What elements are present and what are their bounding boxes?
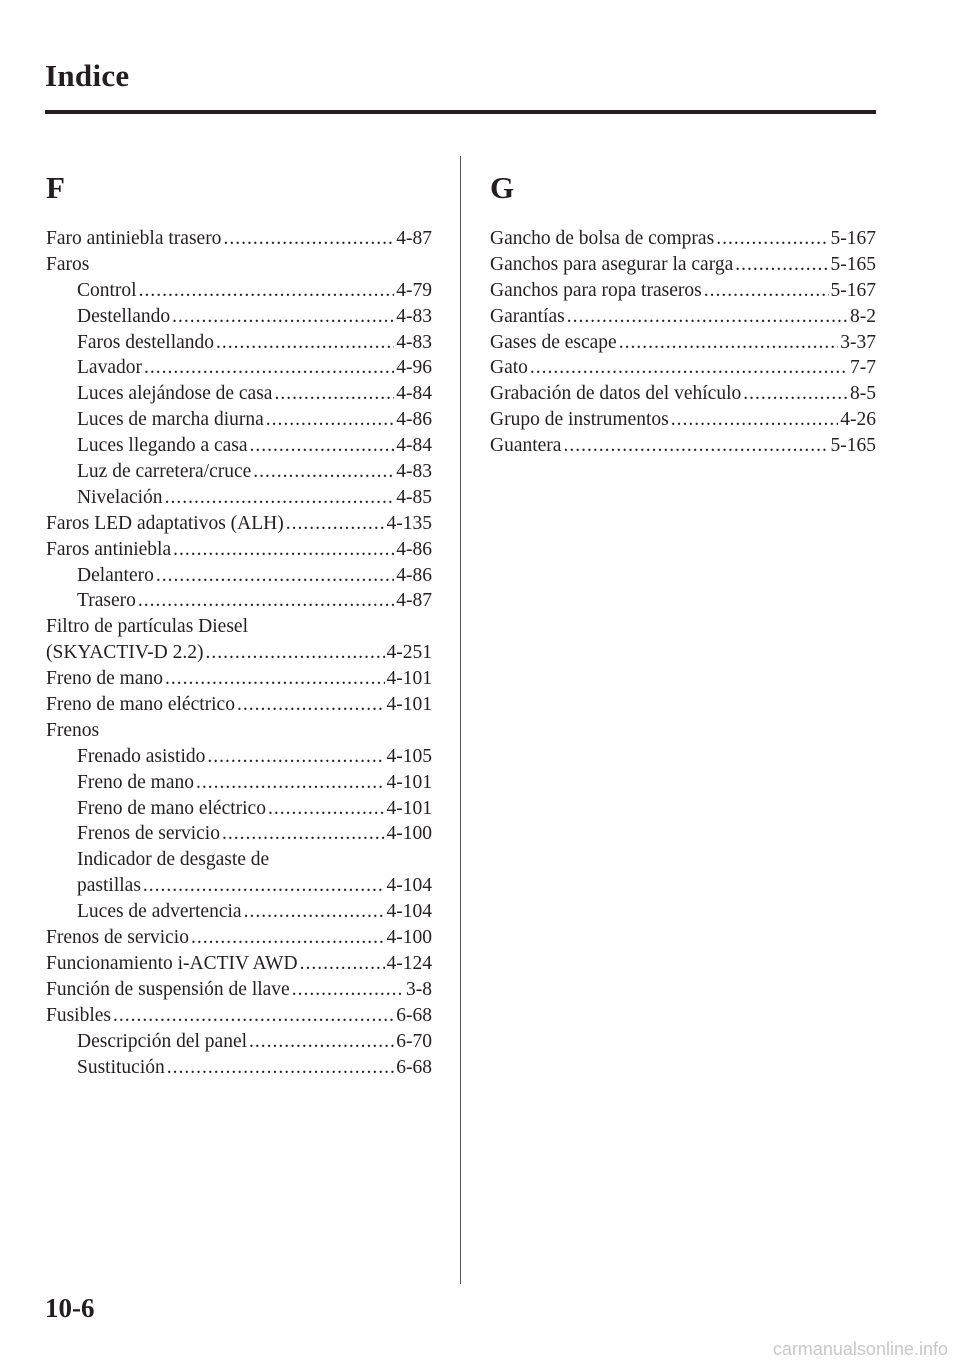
dot-leader — [113, 1003, 394, 1029]
column-divider — [460, 156, 461, 1284]
index-entry — [46, 666, 432, 692]
entry-term: Sustitución — [77, 1056, 165, 1078]
entry-page-ref: 4-84 — [396, 435, 432, 457]
entry-page-ref: 4-100 — [386, 927, 432, 949]
watermark: carmanualsonline.info — [772, 1339, 948, 1359]
dot-leader — [207, 744, 384, 770]
header-divider — [45, 110, 876, 114]
entry-term: Faros — [46, 253, 90, 275]
index-subentry — [46, 433, 432, 459]
index-entries-f — [46, 226, 432, 1080]
entry-term: Trasero — [77, 590, 136, 612]
page-number: 10-6 — [45, 1293, 95, 1323]
dot-leader — [743, 381, 848, 407]
index-entry — [490, 226, 876, 252]
index-subentry — [46, 796, 432, 822]
entry-term: Gancho de bolsa de compras — [490, 228, 715, 249]
entry-page-ref: 4-84 — [396, 383, 432, 405]
entry-term: Luces alejándose de casa — [77, 383, 273, 405]
index-subentry — [46, 563, 432, 589]
dot-leader — [223, 226, 394, 252]
dot-leader — [172, 304, 394, 330]
entry-page-ref: 4-101 — [386, 797, 432, 819]
entry-term: Grupo de instrumentos — [490, 409, 669, 431]
entry-term: Ganchos para asegurar la carga — [490, 253, 734, 275]
dot-leader — [292, 977, 404, 1003]
index-entry — [46, 951, 432, 977]
index-entries-g — [490, 226, 876, 459]
entry-page-ref: 4-101 — [386, 771, 432, 793]
dot-leader — [173, 537, 394, 563]
index-subentry — [46, 588, 432, 614]
entry-page-ref: 4-105 — [386, 745, 432, 767]
index-subentry — [46, 770, 432, 796]
dot-leader — [165, 666, 385, 692]
index-entry — [490, 407, 876, 433]
entry-page-ref: 4-251 — [386, 642, 432, 664]
index-entry — [46, 925, 432, 951]
section-letter-g: G — [490, 170, 515, 205]
index-entry — [46, 226, 432, 252]
index-entry — [46, 614, 432, 640]
entry-page-ref: 4-104 — [386, 901, 432, 923]
dot-leader — [143, 873, 385, 899]
index-entry — [46, 692, 432, 718]
entry-term: Grabación de datos del vehículo — [490, 383, 742, 405]
entry-page-ref: 4-101 — [386, 694, 432, 716]
entry-term: Gases de escape — [490, 331, 617, 353]
entry-page-ref: 4-135 — [386, 512, 432, 534]
dot-leader — [222, 821, 385, 847]
index-subentry — [46, 873, 432, 899]
entry-term: Faros antiniebla — [46, 538, 172, 560]
entry-page-ref: 4-101 — [386, 668, 432, 690]
index-subentry — [46, 847, 432, 873]
entry-term: Freno de mano eléctrico — [46, 694, 235, 716]
index-entry — [490, 330, 876, 356]
dot-leader — [567, 304, 848, 330]
dot-leader — [249, 1029, 394, 1055]
entry-term: Frenos — [46, 719, 100, 741]
section-letter-f: F — [46, 170, 65, 205]
dot-leader — [268, 796, 385, 822]
dot-leader — [300, 951, 385, 977]
entry-page-ref: 4-83 — [396, 461, 432, 483]
dot-leader — [286, 511, 385, 537]
dot-leader — [165, 485, 395, 511]
index-subentry — [46, 485, 432, 511]
dot-leader — [563, 433, 828, 459]
dot-leader — [530, 355, 848, 381]
entry-page-ref: 4-87 — [396, 228, 432, 249]
dot-leader — [144, 355, 394, 381]
entry-term: Filtro de partículas Diesel — [46, 616, 248, 638]
index-subentry — [46, 381, 432, 407]
entry-page-ref: 5-165 — [830, 435, 876, 457]
index-entry — [46, 537, 432, 563]
entry-page-ref: 4-86 — [396, 409, 432, 431]
index-subentry — [46, 1055, 432, 1081]
page-title: Indice — [45, 58, 130, 93]
entry-term: Descripción del panel — [77, 1030, 248, 1052]
dot-leader — [671, 407, 839, 433]
dot-leader — [139, 278, 395, 304]
entry-page-ref: 4-83 — [396, 305, 432, 327]
entry-page-ref: 5-167 — [830, 228, 876, 249]
index-subentry — [46, 407, 432, 433]
entry-page-ref: 6-68 — [396, 1004, 432, 1026]
entry-term: Freno de mano eléctrico — [77, 797, 266, 819]
entry-page-ref: 3-8 — [406, 978, 432, 1000]
entry-page-ref: 4-83 — [396, 331, 432, 353]
index-entry — [46, 718, 432, 744]
entry-term: Luces llegando a casa — [77, 435, 248, 457]
entry-page-ref: 4-124 — [386, 952, 432, 974]
entry-term: Freno de mano — [46, 668, 163, 690]
entry-term: Frenos de servicio — [46, 927, 189, 949]
dot-leader — [156, 563, 394, 589]
entry-page-ref: 4-104 — [386, 875, 432, 897]
entry-page-ref: 5-165 — [830, 253, 876, 275]
entry-term: Control — [77, 279, 137, 301]
dot-leader — [250, 433, 395, 459]
index-entry — [46, 1003, 432, 1029]
index-entry — [46, 511, 432, 537]
entry-term: Indicador de desgaste de — [77, 849, 270, 871]
entry-page-ref: 6-70 — [396, 1030, 432, 1052]
dot-leader — [196, 770, 385, 796]
entry-term: Luz de carretera/cruce — [77, 461, 252, 483]
entry-term: Función de suspensión de llave — [46, 978, 290, 1000]
entry-page-ref: 7-7 — [850, 357, 876, 379]
index-entry — [46, 252, 432, 278]
entry-page-ref: 4-85 — [396, 486, 432, 508]
index-entry — [490, 278, 876, 304]
index-subentry — [46, 459, 432, 485]
entry-term: Delantero — [77, 564, 154, 586]
dot-leader — [244, 899, 385, 925]
entry-page-ref: 4-100 — [386, 823, 432, 845]
dot-leader — [237, 692, 385, 718]
dot-leader — [216, 330, 394, 356]
entry-term: Faros destellando — [77, 331, 215, 353]
entry-page-ref: 4-26 — [840, 409, 876, 431]
entry-page-ref: 4-79 — [396, 279, 432, 301]
index-subentry — [46, 330, 432, 356]
entry-term: Ganchos para ropa traseros — [490, 279, 702, 301]
entry-term: Lavador — [77, 357, 142, 379]
dot-leader — [191, 925, 385, 951]
entry-term: Freno de mano — [77, 771, 194, 793]
entry-page-ref: 3-37 — [840, 331, 876, 353]
dot-leader — [704, 278, 829, 304]
index-subentry — [46, 278, 432, 304]
index-entry — [46, 977, 432, 1003]
entry-term: Garantías — [490, 305, 565, 327]
entry-term: Luces de marcha diurna — [77, 409, 264, 431]
dot-leader — [167, 1055, 394, 1081]
index-entry — [490, 252, 876, 278]
index-subentry — [46, 899, 432, 925]
entry-term: Nivelación — [77, 486, 163, 508]
index-subentry — [46, 744, 432, 770]
entry-page-ref: 8-5 — [850, 383, 876, 405]
index-entry — [490, 304, 876, 330]
dot-leader — [253, 459, 394, 485]
dot-leader — [266, 407, 394, 433]
dot-leader — [735, 252, 828, 278]
entry-term: Frenos de servicio — [77, 823, 220, 845]
entry-term: Gato — [490, 357, 528, 379]
dot-leader — [138, 588, 394, 614]
entry-term: Destellando — [77, 305, 171, 327]
entry-term: Frenado asistido — [77, 745, 206, 767]
index-entry — [490, 433, 876, 459]
entry-page-ref: 5-167 — [830, 279, 876, 301]
entry-term: Luces de advertencia — [77, 901, 242, 923]
entry-term: Guantera — [490, 435, 562, 457]
index-subentry — [46, 821, 432, 847]
index-subentry — [46, 1029, 432, 1055]
entry-term: Faro antiniebla trasero — [46, 228, 222, 249]
index-entry — [490, 381, 876, 407]
entry-term: pastillas — [77, 875, 141, 897]
entry-term: Funcionamiento i-ACTIV AWD — [46, 952, 298, 974]
entry-term: Fusibles — [46, 1004, 112, 1026]
entry-page-ref: 4-87 — [396, 590, 432, 612]
entry-page-ref: 4-86 — [396, 538, 432, 560]
dot-leader — [716, 226, 828, 252]
entry-page-ref: 4-86 — [396, 564, 432, 586]
index-entry — [46, 640, 432, 666]
entry-term: Faros LED adaptativos (ALH) — [46, 512, 284, 534]
dot-leader — [205, 640, 384, 666]
entry-term: (SKYACTIV-D 2.2) — [46, 642, 204, 664]
entry-page-ref: 4-96 — [396, 357, 432, 379]
entry-page-ref: 8-2 — [850, 305, 876, 327]
index-subentry — [46, 355, 432, 381]
dot-leader — [619, 330, 839, 356]
index-entry — [490, 355, 876, 381]
entry-page-ref: 6-68 — [396, 1056, 432, 1078]
index-subentry — [46, 304, 432, 330]
dot-leader — [274, 381, 394, 407]
